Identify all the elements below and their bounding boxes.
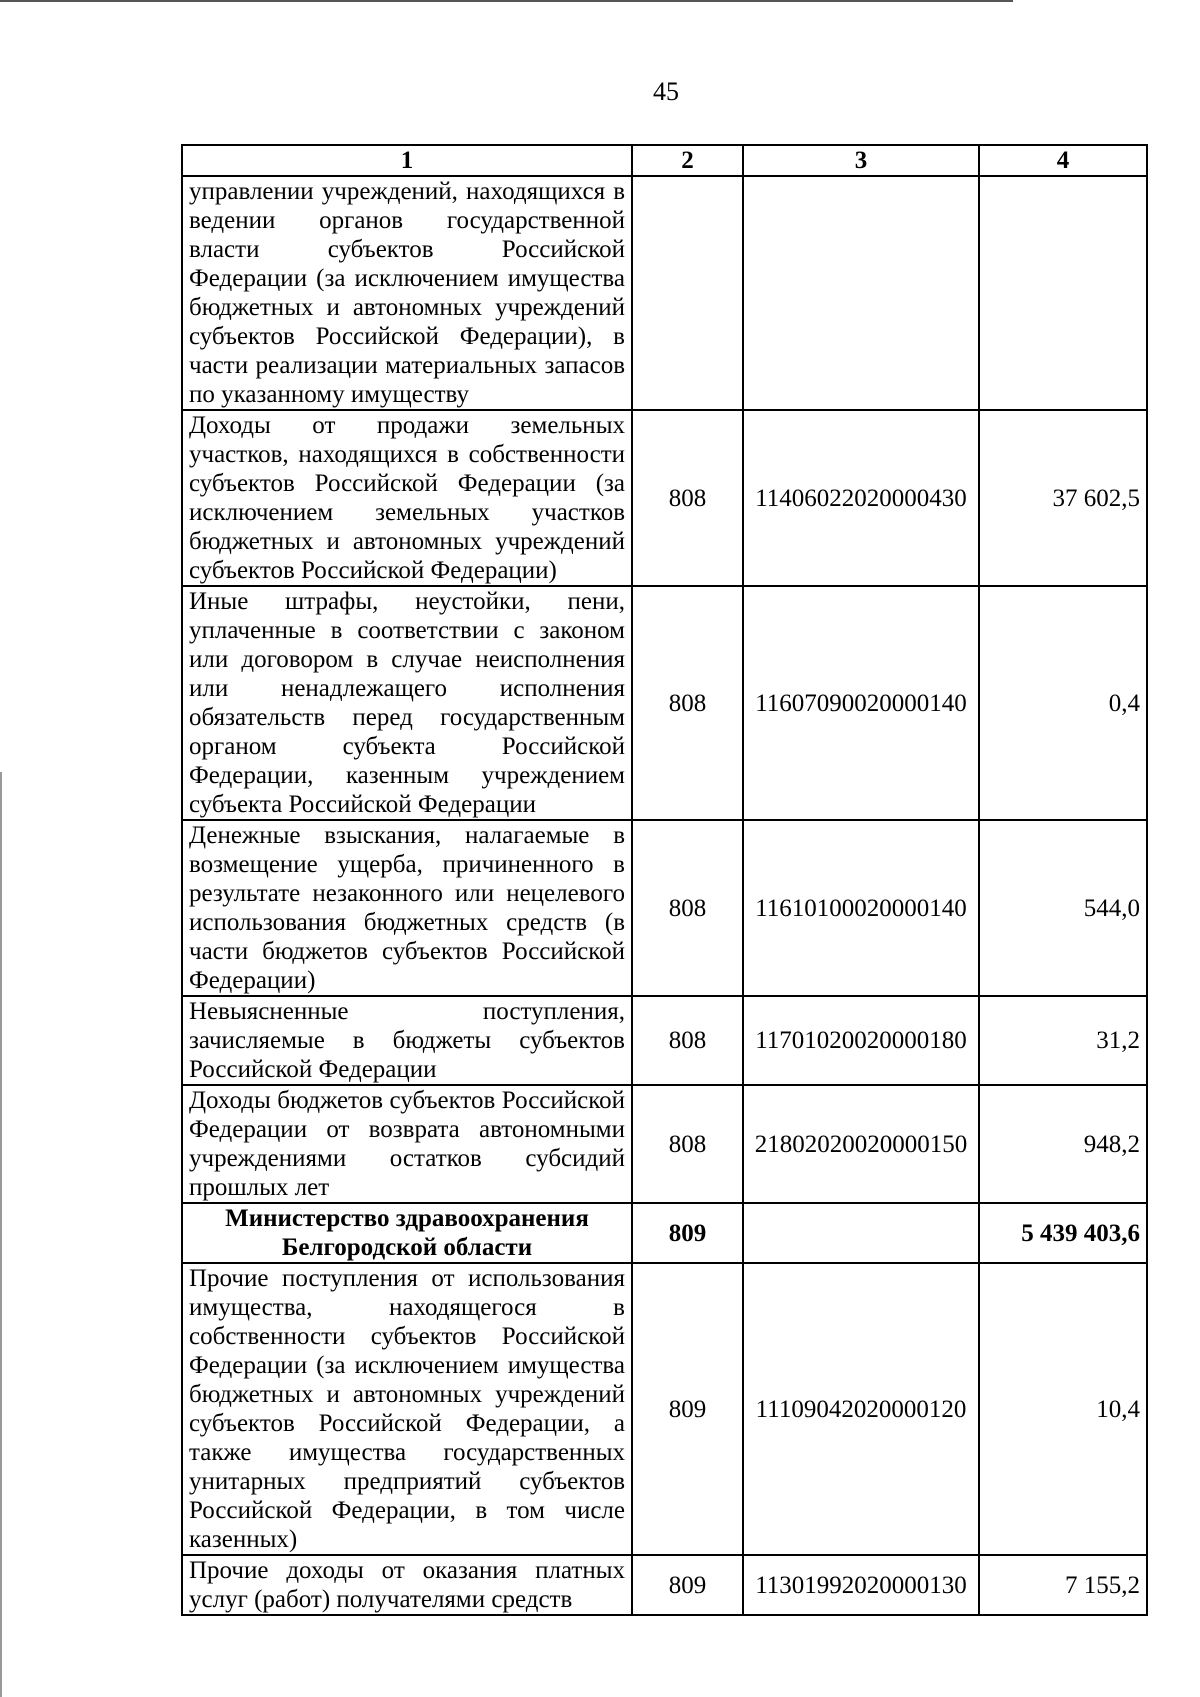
amount: 31,2: [979, 996, 1147, 1085]
amount: 37 602,5: [979, 410, 1147, 586]
table-row: [182, 1263, 1147, 1555]
amount: 544,0: [979, 820, 1147, 996]
budget-class-code: 21802020020000150: [743, 1085, 979, 1203]
table-row: [182, 410, 1147, 586]
admin-code: 808: [632, 410, 743, 586]
budget-class-code: 11607090020000140: [743, 586, 979, 820]
income-name: управлении учреждений, находящихся в ведении органов государственной власти субъектов Российской Федерации (за исключением имущества бюджетных и автономных учреждений субъектов Российской Федерации), в части реализации материальных запасов по указанному имуществу: [182, 176, 632, 410]
admin-code: [632, 176, 743, 410]
admin-code: 808: [632, 586, 743, 820]
admin-code: 808: [632, 820, 743, 996]
budget-class-code: [743, 176, 979, 410]
income-name: Иные штрафы, неустойки, пени, уплаченные в соответствии с законом или договором в случае неисполнения или ненадлежащего исполнения обязательств перед государственным органом субъекта Российской Федерации, казенным учреждением субъекта Российской Федерации: [182, 586, 632, 820]
revenue-table: [181, 144, 1148, 1616]
column-header-4: 4: [979, 145, 1147, 176]
income-name: Прочие поступления от использования имущества, находящегося в собственности субъектов Российской Федерации (за исключением имущества бюджетных и автономных учреждений субъектов Российской Федерации, а также имущества государственных унитарных предприятий субъектов Российской Федерации, в том числе казенных): [182, 1263, 632, 1555]
admin-code: 808: [632, 1085, 743, 1203]
income-name: Прочие доходы от оказания платных услуг (работ) получателями средств: [182, 1555, 632, 1615]
table-row: [182, 820, 1147, 996]
admin-code: 809: [632, 1555, 743, 1615]
table-row: [182, 996, 1147, 1085]
income-name: Денежные взыскания, налагаемые в возмещение ущерба, причиненного в результате незаконного или нецелевого использования бюджетных средств (в части бюджетов субъектов Российской Федерации): [182, 820, 632, 996]
income-name: Доходы бюджетов субъектов Российской Федерации от возврата автономными учреждениями остатков субсидий прошлых лет: [182, 1085, 632, 1203]
column-header-1: 1: [182, 145, 632, 176]
amount: 0,4: [979, 586, 1147, 820]
budget-class-code: 11301992020000130: [743, 1555, 979, 1615]
amount: 948,2: [979, 1085, 1147, 1203]
budget-class-code: [743, 1203, 979, 1263]
admin-code: 809: [632, 1263, 743, 1555]
amount: 7 155,2: [979, 1555, 1147, 1615]
income-name: Невыясненные поступления, зачисляемые в бюджеты субъектов Российской Федерации: [182, 996, 632, 1085]
budget-class-code: 11109042020000120: [743, 1263, 979, 1555]
table-row: [182, 1085, 1147, 1203]
scan-edge-left: [0, 772, 2, 1697]
admin-code: 809: [632, 1203, 743, 1263]
page-number: 45: [653, 77, 679, 106]
table-row: [182, 1555, 1147, 1615]
column-header-2: 2: [632, 145, 743, 176]
table-row: [182, 586, 1147, 820]
income-name: Доходы от продажи земельных участков, находящихся в собственности субъектов Российской Федерации (за исключением земельных участков бюджетных и автономных учреждений субъектов Российской Федерации): [182, 410, 632, 586]
column-header-3: 3: [743, 145, 979, 176]
budget-class-code: 11610100020000140: [743, 820, 979, 996]
amount: 10,4: [979, 1263, 1147, 1555]
amount: [979, 176, 1147, 410]
table-row: [182, 176, 1147, 410]
table-header-row: [182, 145, 1147, 176]
budget-class-code: 11701020020000180: [743, 996, 979, 1085]
budget-class-code: 11406022020000430: [743, 410, 979, 586]
scan-edge-top: [0, 0, 1013, 2]
ministry-name: Министерство здравоохранения Белгородской области: [182, 1203, 632, 1263]
admin-code: 808: [632, 996, 743, 1085]
ministry-total-amount: 5 439 403,6: [979, 1203, 1147, 1263]
ministry-row: [182, 1203, 1147, 1263]
